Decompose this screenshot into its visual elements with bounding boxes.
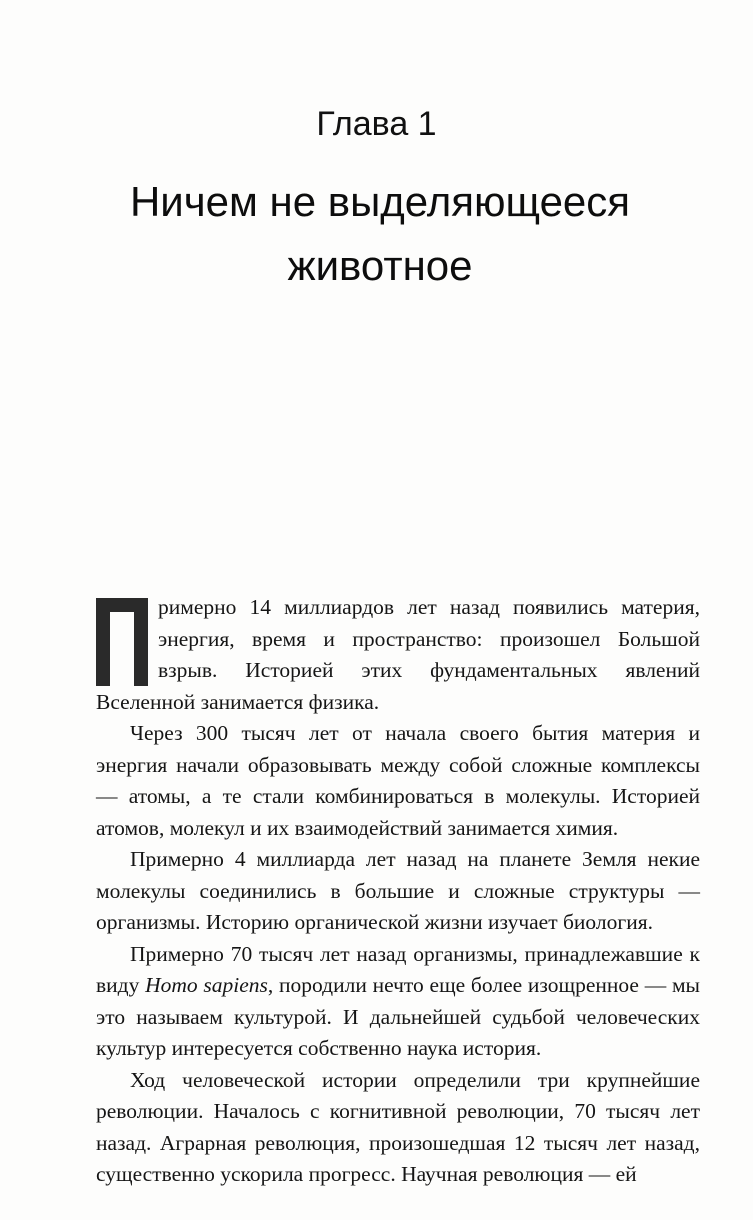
paragraph-2: Через 300 тысяч лет от начала своего бытия материя и энергия начали образовывать между собой сложные комплексы — атомы, а те стали комбинироваться в молекулы. Историей атомов, молекул и их взаимодействий занимается химия. xyxy=(96,721,700,840)
chapter-number: Глава 1 xyxy=(316,105,437,143)
dropcap-glyph xyxy=(96,598,148,686)
chapter-title: Ничем не выделяющееся животное xyxy=(129,178,631,289)
paragraph-1-text: римерно 14 миллиардов лет назад появились материя, энергия, время и пространство: произошел Большой взрыв. Историей этих фундаментальных явлений Вселенной занимается физика. xyxy=(96,595,700,714)
dropcap xyxy=(96,598,148,686)
chapter-body xyxy=(96,592,700,1191)
paragraph-4-part-2: , породили нечто еще более изощренное — мы это называем культурой. И дальнейшей судьбой человеческих культур интересуется собственно наука история. xyxy=(96,973,700,1060)
paragraph-5: Ход человеческой истории определили три крупнейшие революции. Началось с когнитивной революции, 70 тысяч лет назад. Аграрная революция, произошедшая 12 тысяч лет назад, существенно ускорила прогресс. Научная революция — ей xyxy=(96,1067,700,1186)
paragraph-4 xyxy=(96,939,700,1065)
paragraph-1 xyxy=(96,592,700,718)
dropcap-letter xyxy=(96,686,97,687)
paragraph-3: Примерно 4 миллиарда лет назад на планете Земля некие молекулы соединились в большие и сложные структуры — организмы. Историю органической жизни изучает биология. xyxy=(96,847,700,934)
species-name: Homo sapiens xyxy=(145,973,268,997)
paragraph-4-part-1: Примерно 70 тысяч лет назад организмы, принадлежавшие к виду xyxy=(96,941,700,997)
